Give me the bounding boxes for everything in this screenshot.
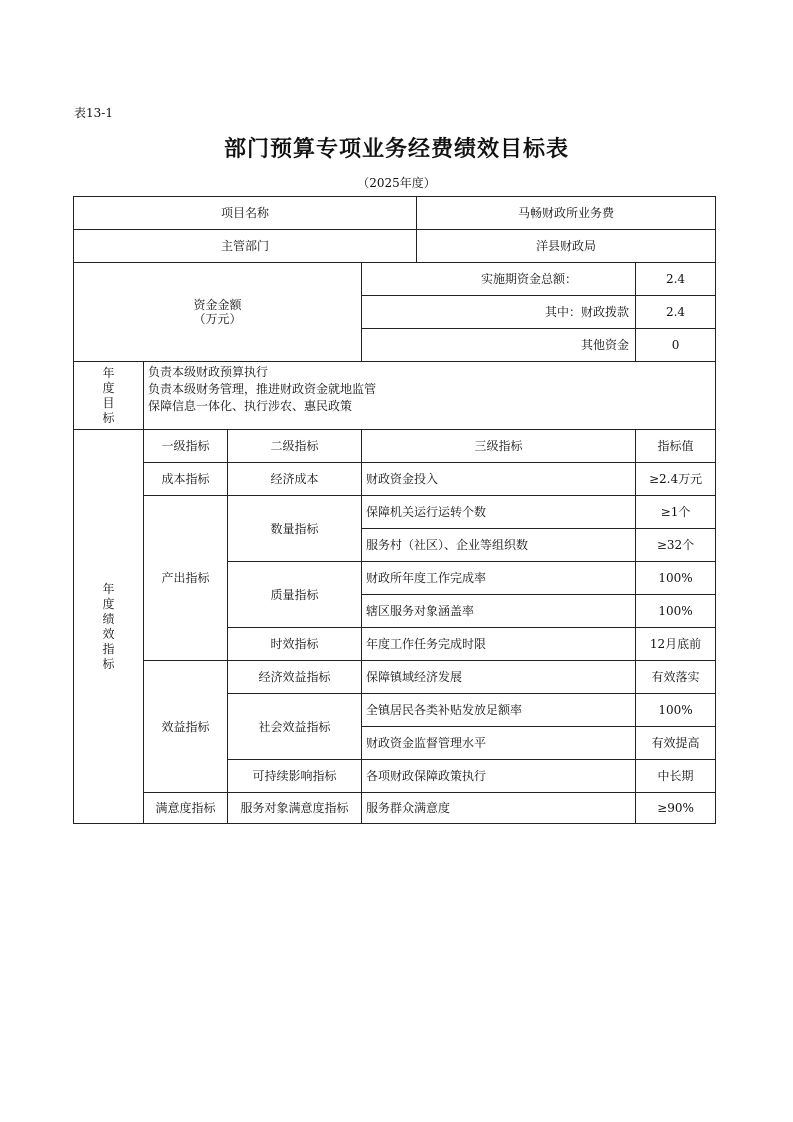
sustainable-level3: 各项财政保障政策执行 — [362, 760, 636, 793]
funds-fiscal-label: 其中：财政拨款 — [362, 296, 636, 329]
funds-other-value: 0 — [636, 329, 716, 362]
quality-value-2: 100% — [636, 595, 716, 628]
funds-fiscal-value: 2.4 — [636, 296, 716, 329]
project-name-label: 项目名称 — [74, 197, 417, 230]
annual-goal-content — [144, 362, 716, 430]
table-number: 表13-1 — [74, 106, 113, 120]
indicator-section-label — [74, 430, 144, 824]
indicator-label-char: 度 — [102, 596, 115, 611]
goal-label-char: 度 — [102, 380, 115, 395]
annual-goal-label — [74, 362, 144, 430]
indicator-label-char: 效 — [102, 626, 115, 641]
project-name-row — [74, 197, 716, 230]
social-level3-1: 全镇居民各类补贴发放足额率 — [362, 694, 636, 727]
satisfaction-value: ≥90% — [636, 793, 716, 824]
goal-label-char: 年 — [102, 365, 115, 380]
header-level1: 一级指标 — [144, 430, 228, 463]
funds-total-row — [74, 263, 716, 296]
quality-level2: 质量指标 — [228, 562, 362, 628]
social-level2: 社会效益指标 — [228, 694, 362, 760]
timeliness-value: 12月底前 — [636, 628, 716, 661]
quality-level3-2: 辖区服务对象涵盖率 — [362, 595, 636, 628]
goal-label-char: 标 — [102, 410, 115, 425]
quality-level3-1: 财政所年度工作完成率 — [362, 562, 636, 595]
quality-value-1: 100% — [636, 562, 716, 595]
satisfaction-level1: 满意度指标 — [144, 793, 228, 824]
sustainable-value: 中长期 — [636, 760, 716, 793]
satisfaction-level3: 服务群众满意度 — [362, 793, 636, 824]
quantity-value-1: ≥1个 — [636, 496, 716, 529]
goal-label-char: 目 — [102, 395, 115, 410]
economic-level2: 经济效益指标 — [228, 661, 362, 694]
indicator-label-char: 指 — [102, 641, 115, 656]
goal-line: 负责本级财务管理，推进财政资金就地监管 — [148, 382, 377, 396]
social-value-1: 100% — [636, 694, 716, 727]
cost-value: ≥2.4万元 — [636, 463, 716, 496]
satisfaction-level2: 服务对象满意度指标 — [228, 793, 362, 824]
cost-level1: 成本指标 — [144, 463, 228, 496]
output-level1: 产出指标 — [144, 496, 228, 661]
goal-line: 负责本级财政预算执行 — [148, 365, 269, 379]
quantity-level3-2: 服务村（社区）、企业等组织数 — [362, 529, 636, 562]
indicator-label-char: 年 — [102, 581, 115, 596]
timeliness-level2: 时效指标 — [228, 628, 362, 661]
funds-other-label: 其他资金 — [362, 329, 636, 362]
year-subtitle: （2025年度） — [357, 176, 436, 190]
annual-goal-row — [74, 362, 716, 430]
quantity-level3-1: 保障机关运行运转个数 — [362, 496, 636, 529]
economic-value: 有效落实 — [636, 661, 716, 694]
header-level2: 二级指标 — [228, 430, 362, 463]
benefit-row-1 — [74, 661, 716, 694]
department-row — [74, 230, 716, 263]
cost-level2: 经济成本 — [228, 463, 362, 496]
department-value: 洋县财政局 — [417, 230, 716, 263]
social-value-2: 有效提高 — [636, 727, 716, 760]
department-label: 主管部门 — [74, 230, 417, 263]
header-value: 指标值 — [636, 430, 716, 463]
funds-label-line2: （万元） — [193, 312, 242, 326]
quantity-level2: 数量指标 — [228, 496, 362, 562]
sustainable-level2: 可持续影响指标 — [228, 760, 362, 793]
indicator-label-char: 绩 — [102, 611, 115, 626]
page-title: 部门预算专项业务经费绩效目标表 — [223, 137, 569, 162]
satisfaction-row — [74, 793, 716, 824]
performance-table — [73, 196, 716, 824]
timeliness-level3: 年度工作任务完成时限 — [362, 628, 636, 661]
indicator-label-char: 标 — [102, 656, 115, 671]
indicator-header-row — [74, 430, 716, 463]
project-name-value: 马畅财政所业务费 — [417, 197, 716, 230]
funds-total-value: 2.4 — [636, 263, 716, 296]
goal-line: 保障信息一体化、执行涉农、惠民政策 — [148, 399, 353, 413]
funds-total-label: 实施期资金总额： — [362, 263, 636, 296]
cost-row — [74, 463, 716, 496]
quantity-value-2: ≥32个 — [636, 529, 716, 562]
header-level3: 三级指标 — [362, 430, 636, 463]
economic-level3: 保障镇域经济发展 — [362, 661, 636, 694]
funds-label — [74, 263, 362, 362]
funds-label-line1: 资金金额 — [193, 298, 242, 312]
benefit-level1: 效益指标 — [144, 661, 228, 793]
cost-level3: 财政资金投入 — [362, 463, 636, 496]
output-row-1 — [74, 496, 716, 529]
social-level3-2: 财政资金监督管理水平 — [362, 727, 636, 760]
